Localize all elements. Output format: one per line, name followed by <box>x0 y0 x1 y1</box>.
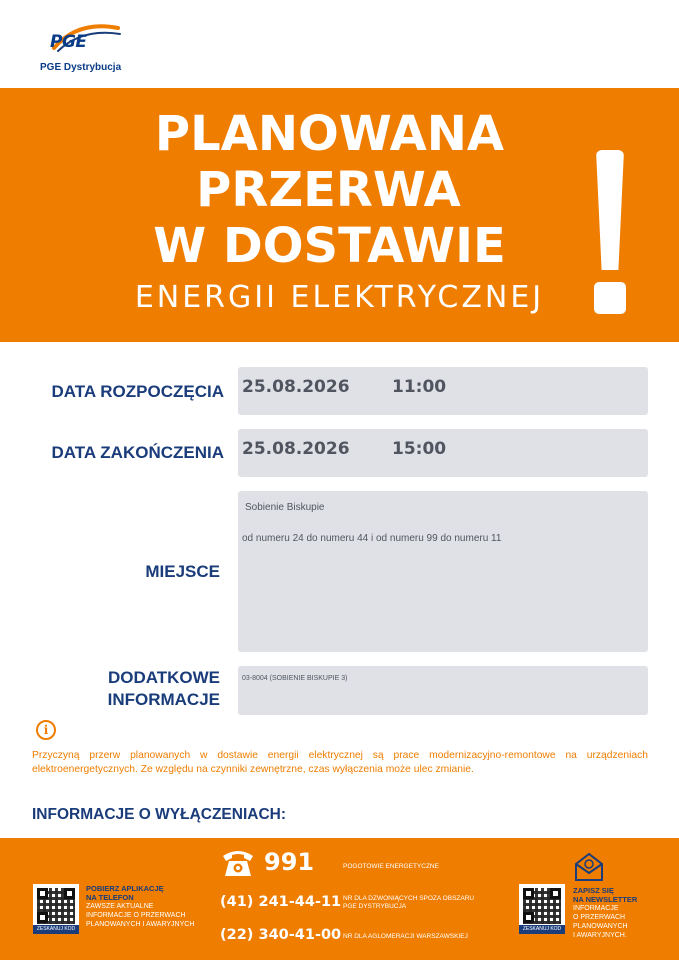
app-qr-code[interactable] <box>33 884 79 934</box>
phone-number-1[interactable]: (41) 241-44-11 <box>220 894 342 910</box>
place-box <box>238 491 648 652</box>
app-desc-1: ZAWSZE AKTUALNE <box>86 903 154 910</box>
telephone-icon <box>220 846 256 880</box>
newsletter-qr-code[interactable] <box>519 884 565 934</box>
exclamation-icon <box>592 150 628 336</box>
start-date-value: 25.08.2026 <box>242 377 350 397</box>
app-desc-3: PLANOWANYCH I AWARYJNYCH <box>86 921 195 928</box>
emergency-number[interactable]: 991 <box>264 848 315 876</box>
start-date-box <box>238 367 648 415</box>
app-title-2: NA TELEFON <box>86 893 134 902</box>
banner-subtitle: ENERGII ELEKTRYCZNEJ <box>134 280 545 315</box>
extra-info-label-2: INFORMACJE <box>107 690 220 709</box>
banner-title-line-3: W DOSTAWIE <box>153 218 506 274</box>
place-label: MIEJSCE <box>145 562 220 581</box>
pge-logo <box>40 18 130 80</box>
newsletter-desc-1: INFORMACJE <box>573 905 619 912</box>
end-date-label: DATA ZAKOŃCZENIA <box>51 443 224 462</box>
banner-title-line-2: PRZERWA <box>196 162 461 218</box>
title-banner <box>0 88 679 342</box>
app-qr-caption: ZESKANUJ KOD <box>33 925 79 934</box>
place-line-1: Sobienie Biskupie <box>245 502 325 513</box>
newsletter-mail-icon <box>574 852 604 882</box>
extra-info-value: 03-8004 (SOBIENIE BISKUPIE 3) <box>242 675 348 682</box>
end-date-value: 25.08.2026 <box>242 439 350 459</box>
newsletter-title-1: ZAPISZ SIĘ <box>573 886 614 895</box>
app-desc-2: INFORMACJE O PRZERWACH <box>86 912 186 919</box>
app-title-1: POBIERZ APLIKACJĘ <box>86 884 164 893</box>
notice-text: Przyczyną przerw planowanych w dostawie energii elektrycznej są prace modernizacyjno-remontowe na urządzeniach elektroenergetycznych. Ze względu na czynniki zewnętrzne, czas wyłączenia może ulec zmianie. <box>32 750 648 775</box>
place-line-2: od numeru 24 do numeru 44 i od numeru 99 do numeru 11 <box>242 533 502 544</box>
start-time-value: 11:00 <box>392 377 447 397</box>
outage-info-heading: INFORMACJE O WYŁĄCZENIACH: <box>32 806 287 823</box>
newsletter-desc-2: O PRZERWACH <box>573 914 626 921</box>
extra-info-label-1: DODATKOWE <box>107 668 220 687</box>
newsletter-qr-caption: ZESKANUJ KOD <box>519 925 565 934</box>
phone-number-2[interactable]: (22) 340-41-00 <box>220 927 342 943</box>
newsletter-title-2: NA NEWSLETTER <box>573 895 638 904</box>
emergency-desc: POGOTOWIE ENERGETYCZNE <box>343 863 439 870</box>
phone-1-desc-2: PGE DYSTRYBUCJA <box>343 903 407 910</box>
extra-info-box <box>238 666 648 715</box>
end-time-value: 15:00 <box>392 439 447 459</box>
info-icon: i <box>36 720 56 740</box>
logo-text: PGE <box>50 32 87 52</box>
phone-1-desc-1: NR DLA DZWONIĄCYCH SPOZA OBSZARU <box>343 895 475 902</box>
logo-subtitle: PGE Dystrybucja <box>40 62 122 73</box>
newsletter-desc-3: PLANOWANYCH <box>573 923 628 930</box>
end-date-box <box>238 429 648 477</box>
phone-2-desc: NR DLA AGLOMERACJI WARSZAWSKIEJ <box>343 933 468 940</box>
start-date-label: DATA ROZPOCZĘCIA <box>51 382 224 401</box>
newsletter-desc-4: I AWARYJNYCH. <box>573 932 627 939</box>
banner-title-line-1: PLANOWANA <box>154 106 505 162</box>
